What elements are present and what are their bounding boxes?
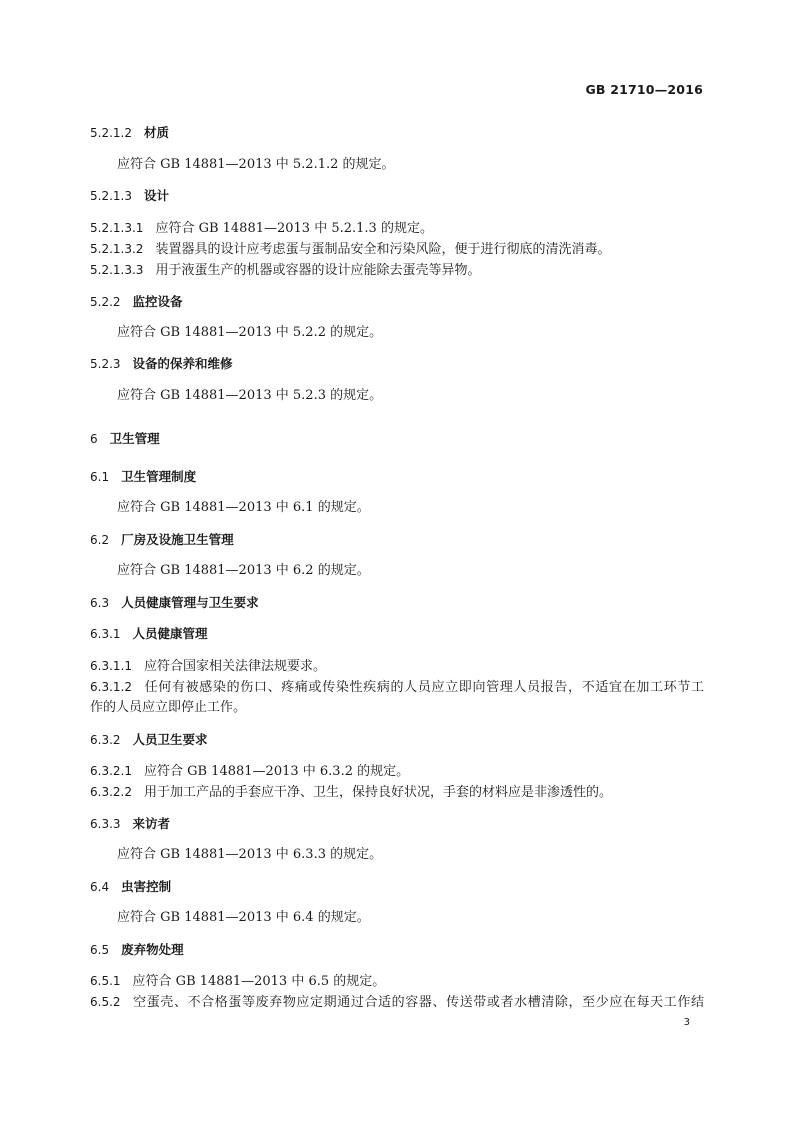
section-heading	[90, 877, 704, 898]
section-heading	[90, 730, 704, 751]
clause-number: 6.3.1.2	[90, 680, 132, 694]
section-number: 6.3.3	[90, 817, 121, 831]
clause-item	[90, 761, 704, 782]
section-heading	[90, 624, 704, 645]
clause-item	[90, 656, 704, 677]
paragraph: 应符合 GB 14881—2013 中 6.3.3 的规定。	[117, 847, 383, 862]
section-heading	[90, 593, 704, 614]
section-heading	[90, 292, 704, 313]
section-heading	[90, 123, 704, 144]
clause-text: 空蛋壳、不合格蛋等废弃物应定期通过合适的容器、传送带或者水槽清除，至少应在每天工作结	[132, 995, 704, 1010]
section-title: 卫生管理制度	[121, 469, 197, 484]
section-heading	[90, 940, 704, 961]
section-number: 6.3	[90, 596, 110, 610]
paragraph: 应符合 GB 14881—2013 中 5.2.3 的规定。	[117, 388, 383, 403]
clause-text: 用于液蛋生产的机器或容器的设计应能除去蛋壳等异物。	[155, 263, 481, 278]
paragraph: 应符合 GB 14881—2013 中 5.2.1.2 的规定。	[117, 157, 395, 172]
section-title: 监控设备	[132, 294, 183, 309]
section-number: 6.3.1	[90, 627, 121, 641]
section-title: 设计	[143, 188, 169, 203]
section-title: 废弃物处理	[121, 942, 184, 957]
clause-number: 5.2.1.3.1	[90, 221, 144, 235]
clause-item	[90, 239, 704, 260]
chapter-heading	[90, 429, 704, 450]
clause-number: 6.3.2.2	[90, 785, 132, 799]
section-title: 设备的保养和维修	[132, 356, 233, 371]
section-title: 虫害控制	[121, 879, 172, 894]
clause-text: 应符合国家相关法律法规要求。	[143, 659, 326, 674]
paragraph: 应符合 GB 14881—2013 中 6.4 的规定。	[117, 910, 370, 925]
section-number: 6.5	[90, 943, 110, 957]
chapter-title: 卫生管理	[109, 431, 160, 446]
clause-text: 任何有被感染的伤口、疼痛或传染性疾病的人员应立即向管理人员报告，不适宜在加工环节工	[143, 680, 704, 695]
section-title: 人员健康管理	[132, 626, 208, 641]
paragraph: 应符合 GB 14881—2013 中 6.1 的规定。	[117, 500, 370, 515]
section-number: 6.4	[90, 880, 110, 894]
clause-item	[90, 971, 704, 992]
clause-number: 6.5.2	[90, 995, 121, 1009]
section-heading	[90, 467, 704, 488]
clause-continuation: 作的人员应立即停止工作。	[90, 700, 247, 715]
section-title: 厂房及设施卫生管理	[121, 532, 234, 547]
clause-text: 应符合 GB 14881—2013 中 6.3.2 的规定。	[143, 764, 410, 779]
section-title: 人员健康管理与卫生要求	[121, 595, 259, 610]
clause-number: 6.5.1	[90, 974, 121, 988]
paragraph: 应符合 GB 14881—2013 中 6.2 的规定。	[117, 563, 370, 578]
chapter-number: 6	[90, 432, 98, 446]
page-number: 3	[683, 1017, 690, 1028]
clause-text: 装置器具的设计应考虑蛋与蛋制品安全和污染风险，便于进行彻底的清洗消毒。	[155, 242, 611, 257]
clause-text: 应符合 GB 14881—2013 中 5.2.1.3 的规定。	[155, 221, 433, 236]
clause-item	[90, 992, 704, 1013]
clause-number: 5.2.1.3.2	[90, 242, 144, 256]
clause-text: 用于加工产品的手套应干净、卫生，保持良好状况，手套的材料应是非渗透性的。	[143, 785, 612, 800]
paragraph: 应符合 GB 14881—2013 中 5.2.2 的规定。	[117, 325, 383, 340]
document-code-header: GB 21710—2016	[585, 82, 703, 97]
section-number: 5.2.1.3	[90, 189, 132, 203]
section-number: 5.2.3	[90, 357, 121, 371]
section-number: 6.3.2	[90, 733, 121, 747]
clause-number: 5.2.1.3.3	[90, 263, 144, 277]
clause-item	[90, 260, 704, 281]
section-heading	[90, 354, 704, 375]
section-heading	[90, 814, 704, 835]
clause-item	[90, 782, 704, 803]
clause-number: 6.3.2.1	[90, 764, 132, 778]
section-heading	[90, 186, 704, 207]
section-number: 6.1	[90, 470, 110, 484]
clause-item	[90, 677, 704, 698]
section-title: 材质	[143, 125, 169, 140]
section-heading	[90, 530, 704, 551]
section-title: 人员卫生要求	[132, 732, 208, 747]
section-number: 5.2.1.2	[90, 126, 132, 140]
section-number: 6.2	[90, 533, 110, 547]
section-title: 来访者	[132, 816, 171, 831]
section-number: 5.2.2	[90, 295, 121, 309]
clause-text: 应符合 GB 14881—2013 中 6.5 的规定。	[132, 974, 386, 989]
clause-number: 6.3.1.1	[90, 659, 132, 673]
clause-item	[90, 218, 704, 239]
